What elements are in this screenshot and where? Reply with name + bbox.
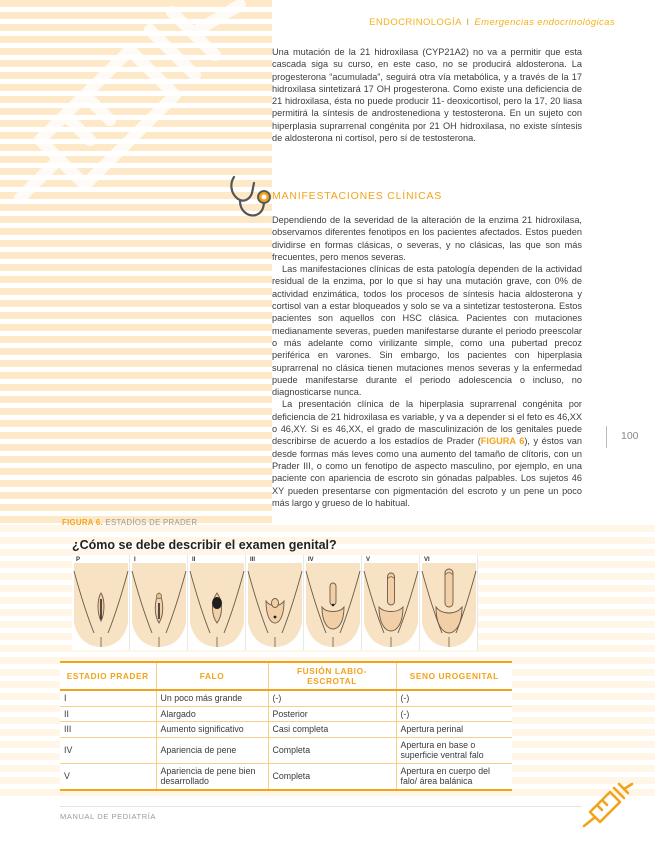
syringe-icon — [580, 782, 636, 828]
table-cell: Apertura en cuerpo del falo/ área balánica — [396, 763, 512, 790]
table-cell: Posterior — [268, 706, 396, 722]
table-cell: Aumento significativo — [156, 722, 268, 738]
table-row — [60, 737, 512, 763]
table-header-stage: ESTADIO PRADER — [60, 662, 156, 690]
clinical-paragraph-3 — [272, 398, 582, 509]
prader-stage-drawing — [130, 563, 188, 650]
intro-paragraph: Una mutación de la 21 hidroxilasa (CYP21A2) no va a permitir que esta cascada siga su curso, en este caso, no se producirá aldosterona. La progesterona “acumulada”, seguirá otra vía metabólica, y a través de la 17 hidroxilasa sintetizará 17 OH progesterona. Como existe una deficiencia de 21 hidroxilasa, ésta no puede producir 11- deoxicortisol, pero la 17, 20 liasa permitirá la síntesis de androstenediona y testosterona. En un sujeto con hiperplasia suprarrenal congénita por 21 OH hidroxilasa, no existe síntesis de aldosterona ni cortisol, pero sí de testosterona. — [272, 47, 582, 144]
prader-stage-drawing — [420, 563, 478, 650]
prader-stage-label: II — [192, 557, 196, 563]
table-cell: Apertura perinal — [396, 722, 512, 738]
prader-stages-illustration — [72, 555, 478, 650]
prader-stage-label: III — [250, 557, 256, 563]
page-header — [369, 17, 615, 28]
clinical-text — [272, 214, 582, 509]
prader-drawing-part — [212, 597, 222, 609]
prader-drawing-part — [274, 616, 277, 619]
prader-drawing-part — [445, 569, 453, 607]
figure-label: FIGURA 6. — [62, 518, 103, 527]
prader-stage-panel — [246, 555, 304, 650]
prader-drawing-part — [332, 604, 335, 607]
table-cell: Alargado — [156, 706, 268, 722]
table-header-row — [60, 662, 512, 690]
table-row — [60, 706, 512, 722]
table-header-fusion: FUSIÓN LABIO-ESCROTAL — [268, 662, 396, 690]
prader-stage-drawing — [304, 563, 362, 650]
table-row — [60, 763, 512, 790]
prader-drawing-part — [330, 583, 336, 605]
prader-table — [60, 661, 512, 791]
prader-drawing-part — [272, 599, 279, 608]
footer-divider — [60, 806, 582, 807]
table-cell: Apariencia de pene bien desarrollado — [156, 763, 268, 790]
header-subsection: Emergencias endocrinológicas — [474, 17, 615, 28]
table-cell: Completa — [268, 737, 396, 763]
prader-drawing-part — [156, 593, 161, 598]
table-cell: Un poco más grande — [156, 690, 268, 706]
table-row — [60, 690, 512, 706]
prader-stage-drawing — [246, 563, 304, 650]
table-cell: I — [60, 690, 156, 706]
figure-question: ¿Cómo se debe describir el examen genital? — [72, 538, 337, 552]
table-cell: IV — [60, 737, 156, 763]
prader-stage-panel — [130, 555, 188, 650]
prader-stage-panel — [188, 555, 246, 650]
prader-stage-label: IV — [308, 557, 314, 563]
prader-stage-label: VI — [424, 557, 430, 563]
table-cell: Apariencia de pene — [156, 737, 268, 763]
table-cell: (-) — [396, 690, 512, 706]
table-cell: Apertura en base o superficie ventral falo — [396, 737, 512, 763]
table-cell: II — [60, 706, 156, 722]
header-section: ENDOCRINOLOGÍA — [369, 17, 462, 28]
table-cell: (-) — [268, 690, 396, 706]
header-separator: I — [466, 17, 470, 28]
prader-stage-label: I — [134, 557, 136, 563]
figure-reference-link[interactable]: FIGURA 6 — [480, 436, 525, 447]
page-number-divider — [606, 426, 607, 448]
table-row — [60, 722, 512, 738]
table-header-seno: SENO UROGENITAL — [396, 662, 512, 690]
prader-stage-panel — [420, 555, 478, 650]
section-title: MANIFESTACIONES CLÍNICAS — [272, 190, 443, 202]
table-cell: Casi completa — [268, 722, 396, 738]
page-number: 100 — [621, 430, 639, 442]
paragraph-3-text-b: ), y éstos van desde formas más leves como una aumento del tamaño de clítoris, con un Prader III, o como un fenotipo de aspecto masculino, por ejemplo, en una paciente con apariencia de escroto sin gónadas palpables. Los sujetos 46 XY pueden presentarse con pigmentación del escroto y un pene un poco más largo y grueso de lo habitual. — [272, 436, 582, 508]
prader-stage-drawing — [188, 563, 246, 650]
prader-stage-drawing — [72, 563, 130, 650]
prader-stage-label: V — [366, 557, 371, 563]
paragraph-3-text-a: La presentación clínica de la hiperplasia suprarrenal congénita por deficiencia de 21 hidroxilasa es variable, y va a depender si el feto es 46,XX o 46,XY. Si es 46,XX, el grado de masculinización de los genitales puede describirse de acuerdo a los estadíos de Prader ( — [272, 399, 583, 447]
prader-stage-panel — [304, 555, 362, 650]
table-cell: V — [60, 763, 156, 790]
prader-stage-panel — [72, 555, 130, 650]
figure-caption — [62, 518, 197, 527]
prader-stage-panel — [362, 555, 420, 650]
stethoscope-icon — [228, 173, 272, 221]
footer-title: MANUAL DE PEDIATRÍA — [60, 812, 156, 821]
clinical-paragraph-2: Las manifestaciones clínicas de esta patología dependen de la actividad residual de la enzima, por lo que si hay una mutación grave, con 0% de actividad enzimática, todos los procesos de síntesis hacia aldosterona y cortisol van a estar bloqueados y solo se va a sintetizar testosterona. Estos pacientes son aquellos con HSC clásica. Pacientes con mutaciones medianamente severas, pueden manifestarse durante el periodo preescolar o más adelante como virilizante simple, como una pubertad precoz periférica en varones. Sin embargo, los pacientes con hiperplasia suprarrenal no clásica tienen mutaciones menos severas y la enfermedad puede manifestarse durante el periodo adolescencia o incluso, no diagnosticarse nunca. — [272, 264, 582, 398]
table-cell: Completa — [268, 763, 396, 790]
prader-stage-drawing — [362, 563, 420, 650]
table-cell: (-) — [396, 706, 512, 722]
table-header-falo: FALO — [156, 662, 268, 690]
clinical-paragraph-1: Dependiendo de la severidad de la alteración de la enzima 21 hidroxilasa, observamos diferentes fenotipos en los pacientes afectados. Estos pueden dividirse en formas clásicas, o severas, y no clásicas, las que son más frecuentes, pero menos severas. — [272, 215, 582, 262]
figure-caption-text: ESTADÍOS DE PRADER — [105, 518, 198, 527]
prader-stage-label: P — [76, 557, 81, 563]
table-cell: III — [60, 722, 156, 738]
